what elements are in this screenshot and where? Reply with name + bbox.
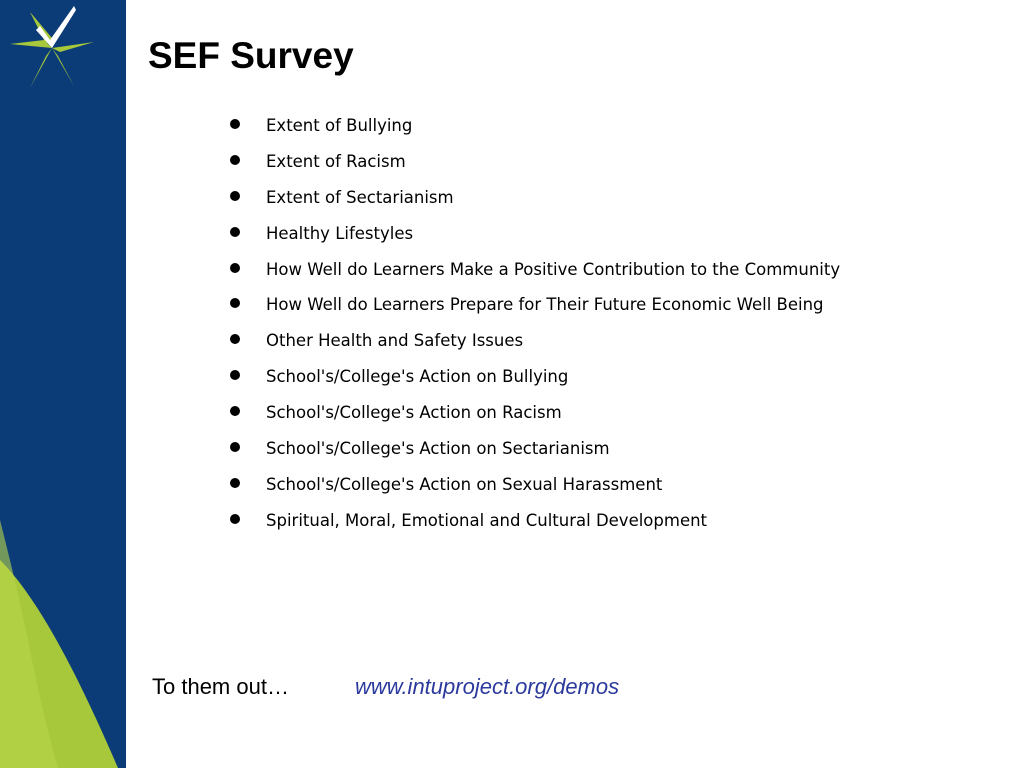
list-item-text: Extent of Racism — [266, 151, 406, 171]
list-item-text: School's/College's Action on Bullying — [266, 367, 569, 387]
list-item — [228, 507, 840, 543]
bullet-dot-icon — [230, 263, 240, 273]
list-item — [228, 148, 840, 184]
demos-link[interactable]: www.intuproject.org/demos — [355, 674, 620, 699]
bullet-dot-icon — [230, 514, 240, 524]
bullet-dot-icon — [230, 298, 240, 308]
bullet-dot-icon — [230, 155, 240, 165]
list-item-text: Healthy Lifestyles — [266, 223, 414, 243]
sidebar-panel — [0, 0, 126, 768]
slide-title: SEF Survey — [148, 35, 354, 76]
bullet-dot-icon — [230, 227, 240, 237]
list-item-text: How Well do Learners Make a Positive Contribution to the Community — [266, 259, 841, 279]
bullet-dot-icon — [230, 191, 240, 201]
list-item — [228, 112, 840, 148]
list-item — [228, 327, 840, 363]
bullet-dot-icon — [230, 370, 240, 380]
bullet-dot-icon — [230, 478, 240, 488]
bullet-dot-icon — [230, 406, 240, 416]
list-item — [228, 256, 840, 292]
bullet-list — [228, 112, 840, 543]
list-item — [228, 184, 840, 220]
list-item-text: Spiritual, Moral, Emotional and Cultural Development — [266, 510, 708, 530]
list-item — [228, 471, 840, 507]
star-check-logo-icon — [0, 0, 104, 96]
list-item-text: Extent of Sectarianism — [266, 187, 454, 207]
list-item — [228, 291, 840, 327]
list-item-text: Extent of Bullying — [266, 116, 413, 135]
bullet-dot-icon — [230, 334, 240, 344]
footer-text: To them out… — [152, 674, 289, 699]
sidebar-green-swoosh — [0, 0, 126, 768]
list-item-text: Other Health and Safety Issues — [266, 331, 524, 351]
list-item-text: How Well do Learners Prepare for Their Future Economic Well Being — [266, 295, 824, 315]
list-item-text: School's/College's Action on Sectarianism — [266, 439, 610, 459]
list-item-text: School's/College's Action on Racism — [266, 403, 562, 423]
list-item — [228, 399, 840, 435]
bullet-dot-icon — [230, 442, 240, 452]
bullet-dot-icon — [230, 119, 240, 129]
list-item — [228, 220, 840, 256]
list-item-text: School's/College's Action on Sexual Harassment — [266, 474, 663, 494]
list-item — [228, 363, 840, 399]
list-item — [228, 435, 840, 471]
